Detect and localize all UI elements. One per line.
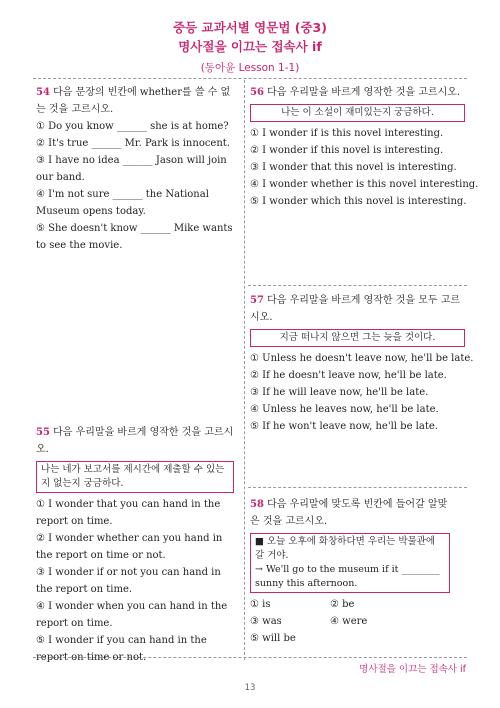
option-1[interactable]: ① I wonder if is this novel interesting. [250,128,444,139]
box-korean-line: ■ 오늘 오후에 화창하다면 우리는 박물관에 갈 거야. [255,536,436,561]
page-title: 중등 교과서별 영문법 (중3) [173,20,327,35]
top-divider [33,78,467,79]
question-text: 다음 우리말에 맞도록 빈칸에 들어갈 알맞은 것을 고르시오. [250,499,448,527]
option-4[interactable]: ④ I'm not sure ______ the National Museum opens today. [36,189,209,217]
footer-label: 명사절을 이끄는 접속사 if [359,664,466,675]
option-4[interactable]: ④ were [330,616,368,627]
question-58 [250,496,450,647]
option-5[interactable]: ⑤ I wonder if you can hand in the report on time or not. [36,635,207,663]
option-3[interactable]: ③ was [250,616,282,627]
source-label: (동아윤 Lesson 1-1) [200,62,300,74]
korean-sentence-box [250,533,450,593]
box-english-line: → We'll go to the museum if it ________ sunny this afternoon. [255,564,440,589]
option-2[interactable]: ② I wonder if this novel is interesting. [250,145,444,156]
option-4[interactable]: ④ I wonder whether is this novel interesting. [250,179,479,190]
option-2[interactable]: ② If he doesn't leave now, he'll be late. [250,370,447,381]
korean-sentence-box: 나는 이 소설이 재미있는지 궁금하다. [250,104,465,122]
option-4[interactable]: ④ Unless he leaves now, he'll be late. [250,404,439,415]
option-1[interactable]: ① is [250,599,271,610]
column-divider [244,80,245,660]
question-57-stem [250,292,465,326]
page-subtitle: 명사절을 이끄는 접속사 if [178,39,322,54]
option-3[interactable]: ③ I wonder that this novel is interesting. [250,162,457,173]
question-55 [36,424,234,666]
question-text: 다음 문장의 빈칸에 whether를 쓸 수 없는 것을 고르시오. [36,87,231,115]
question-56 [250,84,479,210]
question-number: 55 [36,427,50,438]
question-text: 다음 우리말을 바르게 영작한 것을 고르시오. [36,427,234,455]
question-number: 56 [250,87,264,98]
question-number: 54 [36,87,50,98]
option-1[interactable]: ① Unless he doesn't leave now, he'll be late. [250,353,474,364]
option-2[interactable]: ② be [330,599,355,610]
option-1[interactable]: ① I wonder that you can hand in the report on time. [36,499,221,527]
page-number: 13 [244,683,256,693]
question-text: 다음 우리말을 바르게 영작한 것을 모두 고르시오. [250,295,461,323]
option-2[interactable]: ② It's true ______ Mr. Park is innocent. [36,138,230,149]
question-text: 다음 우리말을 바르게 영작한 것을 고르시오. [267,87,461,98]
option-5[interactable]: ⑤ I wonder which this novel is interesting. [250,196,467,207]
right-divider-1 [248,285,467,286]
option-5[interactable]: ⑤ She doesn't know ______ Mike wants to see the movie. [36,223,233,251]
right-divider-2 [248,487,467,488]
question-number: 57 [250,295,264,306]
option-5[interactable]: ⑤ will be [250,633,296,644]
option-3[interactable]: ③ If he will leave now, he'll be late. [250,387,429,398]
question-57 [250,292,474,435]
question-56-stem [250,84,465,101]
question-54-stem [36,84,234,118]
question-number: 58 [250,499,264,510]
option-3[interactable]: ③ I wonder if or not you can hand in the report on time. [36,567,221,595]
option-2[interactable]: ② I wonder whether can you hand in the report on time or not. [36,533,223,561]
question-58-stem [250,496,450,530]
question-55-stem [36,424,234,458]
option-1[interactable]: ① Do you know ______ she is at home? [36,121,229,132]
korean-sentence-box: 나는 네가 보고서를 제시간에 제출할 수 있는지 없는지 궁금하다. [36,461,234,493]
korean-sentence-box: 지금 떠나지 않으면 그는 늦을 것이다. [250,329,465,347]
option-4[interactable]: ④ I wonder when you can hand in the report on time. [36,601,228,629]
question-54 [36,84,234,254]
option-5[interactable]: ⑤ If he won't leave now, he'll be late. [250,421,438,432]
option-3[interactable]: ③ I have no idea ______ Jason will join our band. [36,155,227,183]
